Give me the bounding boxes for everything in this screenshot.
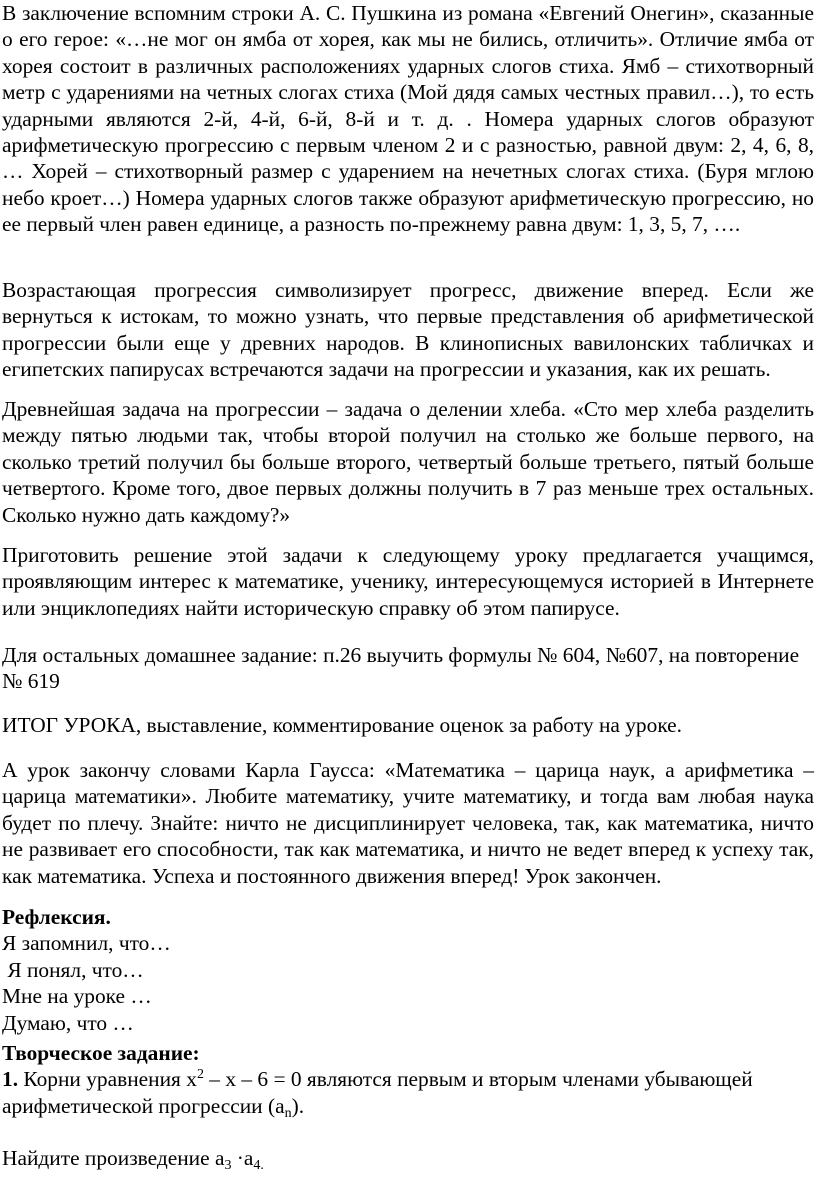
reflection-line-1: Я запомнил, что… — [2, 931, 171, 956]
reflection-heading: Рефлексия. — [2, 905, 111, 929]
reflection-line-3: Мне на уроке … — [2, 984, 152, 1009]
paragraph-progress-history: Возрастающая прогрессия символизирует прогресс, движение вперед. Если же вернуться к истокам, то можно узнать, что первые представления об арифметической прогрессии были еще у древних народов. В клинописных вавилонских табличках и египетских папирусах встречаются задачи на прогрессии и указания, как их решать. — [2, 278, 814, 382]
creative-task — [2, 1066, 814, 1119]
task-text-part-1: Корни уравнения х — [18, 1067, 197, 1092]
find-mid: ·а — [231, 1146, 254, 1171]
paragraph-pushkin: В заключение вспомним строки А. С. Пушкина из романа «Евгений Онегин», сказанные о его герое: «…не мог он ямба от хорея, как мы не бились, отличить». Отличие ямба от хорея состоит в различных расположениях ударных слогов стиха. Ямб – стихотворный метр с ударениями на четных слогах стиха (Мой дядя самых честных правил…), то есть ударными являются 2-й, 4-й, 6-й, 8-й и т. д. . Номера ударных слогов образуют арифметическую прогрессию с первым членом 2 и с разностью, равной двум: 2, 4, 6, 8, … Хорей – стихотворный размер с ударением на нечетных слогах стиха. (Буря мглою небо кроет…) Номера ударных слогов также образуют арифметическую прогрессию, но ее первый член равен единице, а разность по-прежнему равна двум: 1, 3, 5, 7, …. — [2, 1, 814, 237]
find-product-line — [2, 1145, 814, 1174]
spacer — [2, 1119, 814, 1145]
subscript-n: n — [284, 1105, 292, 1121]
find-prefix: Найдите произведение а — [2, 1146, 225, 1171]
paragraph-homework-advanced: Приготовить решение этой задачи к следующему уроку предлагается учащимся, проявляющим интерес к математике, ученику, интересующемуся историей в Интернете или энциклопедиях найти историческую справку об этом папирусе. — [2, 543, 814, 620]
paragraph-bread-problem: Древнейшая задача на прогрессии – задача о делении хлеба. «Сто мер хлеба разделить между пятью людьми так, чтобы второй получил на столько же больше первого, на сколько третий получил бы больше второго, четвертый больше третьего, пятый больше четвертого. Кроме того, двое первых должны получить в 7 раз меньше трех остальных. Сколько нужно дать каждому?» — [2, 397, 814, 527]
reflection-section — [2, 904, 814, 1036]
subscript-3: 3 — [224, 1158, 232, 1174]
creative-section — [2, 1040, 814, 1172]
task-text-part-3: ). — [291, 1093, 305, 1118]
paragraph-homework: Для остальных домашнее задание: п.26 выучить формулы № 604, №607, на повторение № 619 — [2, 643, 800, 694]
creative-heading: Творческое задание: — [2, 1041, 200, 1065]
paragraph-gauss-quote: А урок закончу словами Карла Гаусса: «Математика – царица наук, а арифметика – царица математики». Любите математику, учите математику, и тогда вам любая наука будет по плечу. Знайте: ничто не дисциплинирует человека, так, как математика, ничто не развивает его способности, так как математика, и ничто не ведет вперед к успеху так, как математика. Успеха и постоянного движения вперед! Урок закончен. — [2, 758, 814, 888]
subscript-4: 4. — [253, 1158, 264, 1174]
paragraph-lesson-summary: ИТОГ УРОКА, выставление, комментирование оценок за работу на уроке. — [2, 713, 683, 737]
exponent: 2 — [196, 1067, 204, 1083]
task-text-part-2: – х – 6 = 0 являются первым и вторым членами убывающей арифметической прогрессии (а — [2, 1067, 759, 1118]
task-number: 1. — [2, 1067, 19, 1092]
reflection-line-2: Я понял, что… — [2, 957, 144, 982]
reflection-line-4: Думаю, что … — [2, 1010, 134, 1035]
